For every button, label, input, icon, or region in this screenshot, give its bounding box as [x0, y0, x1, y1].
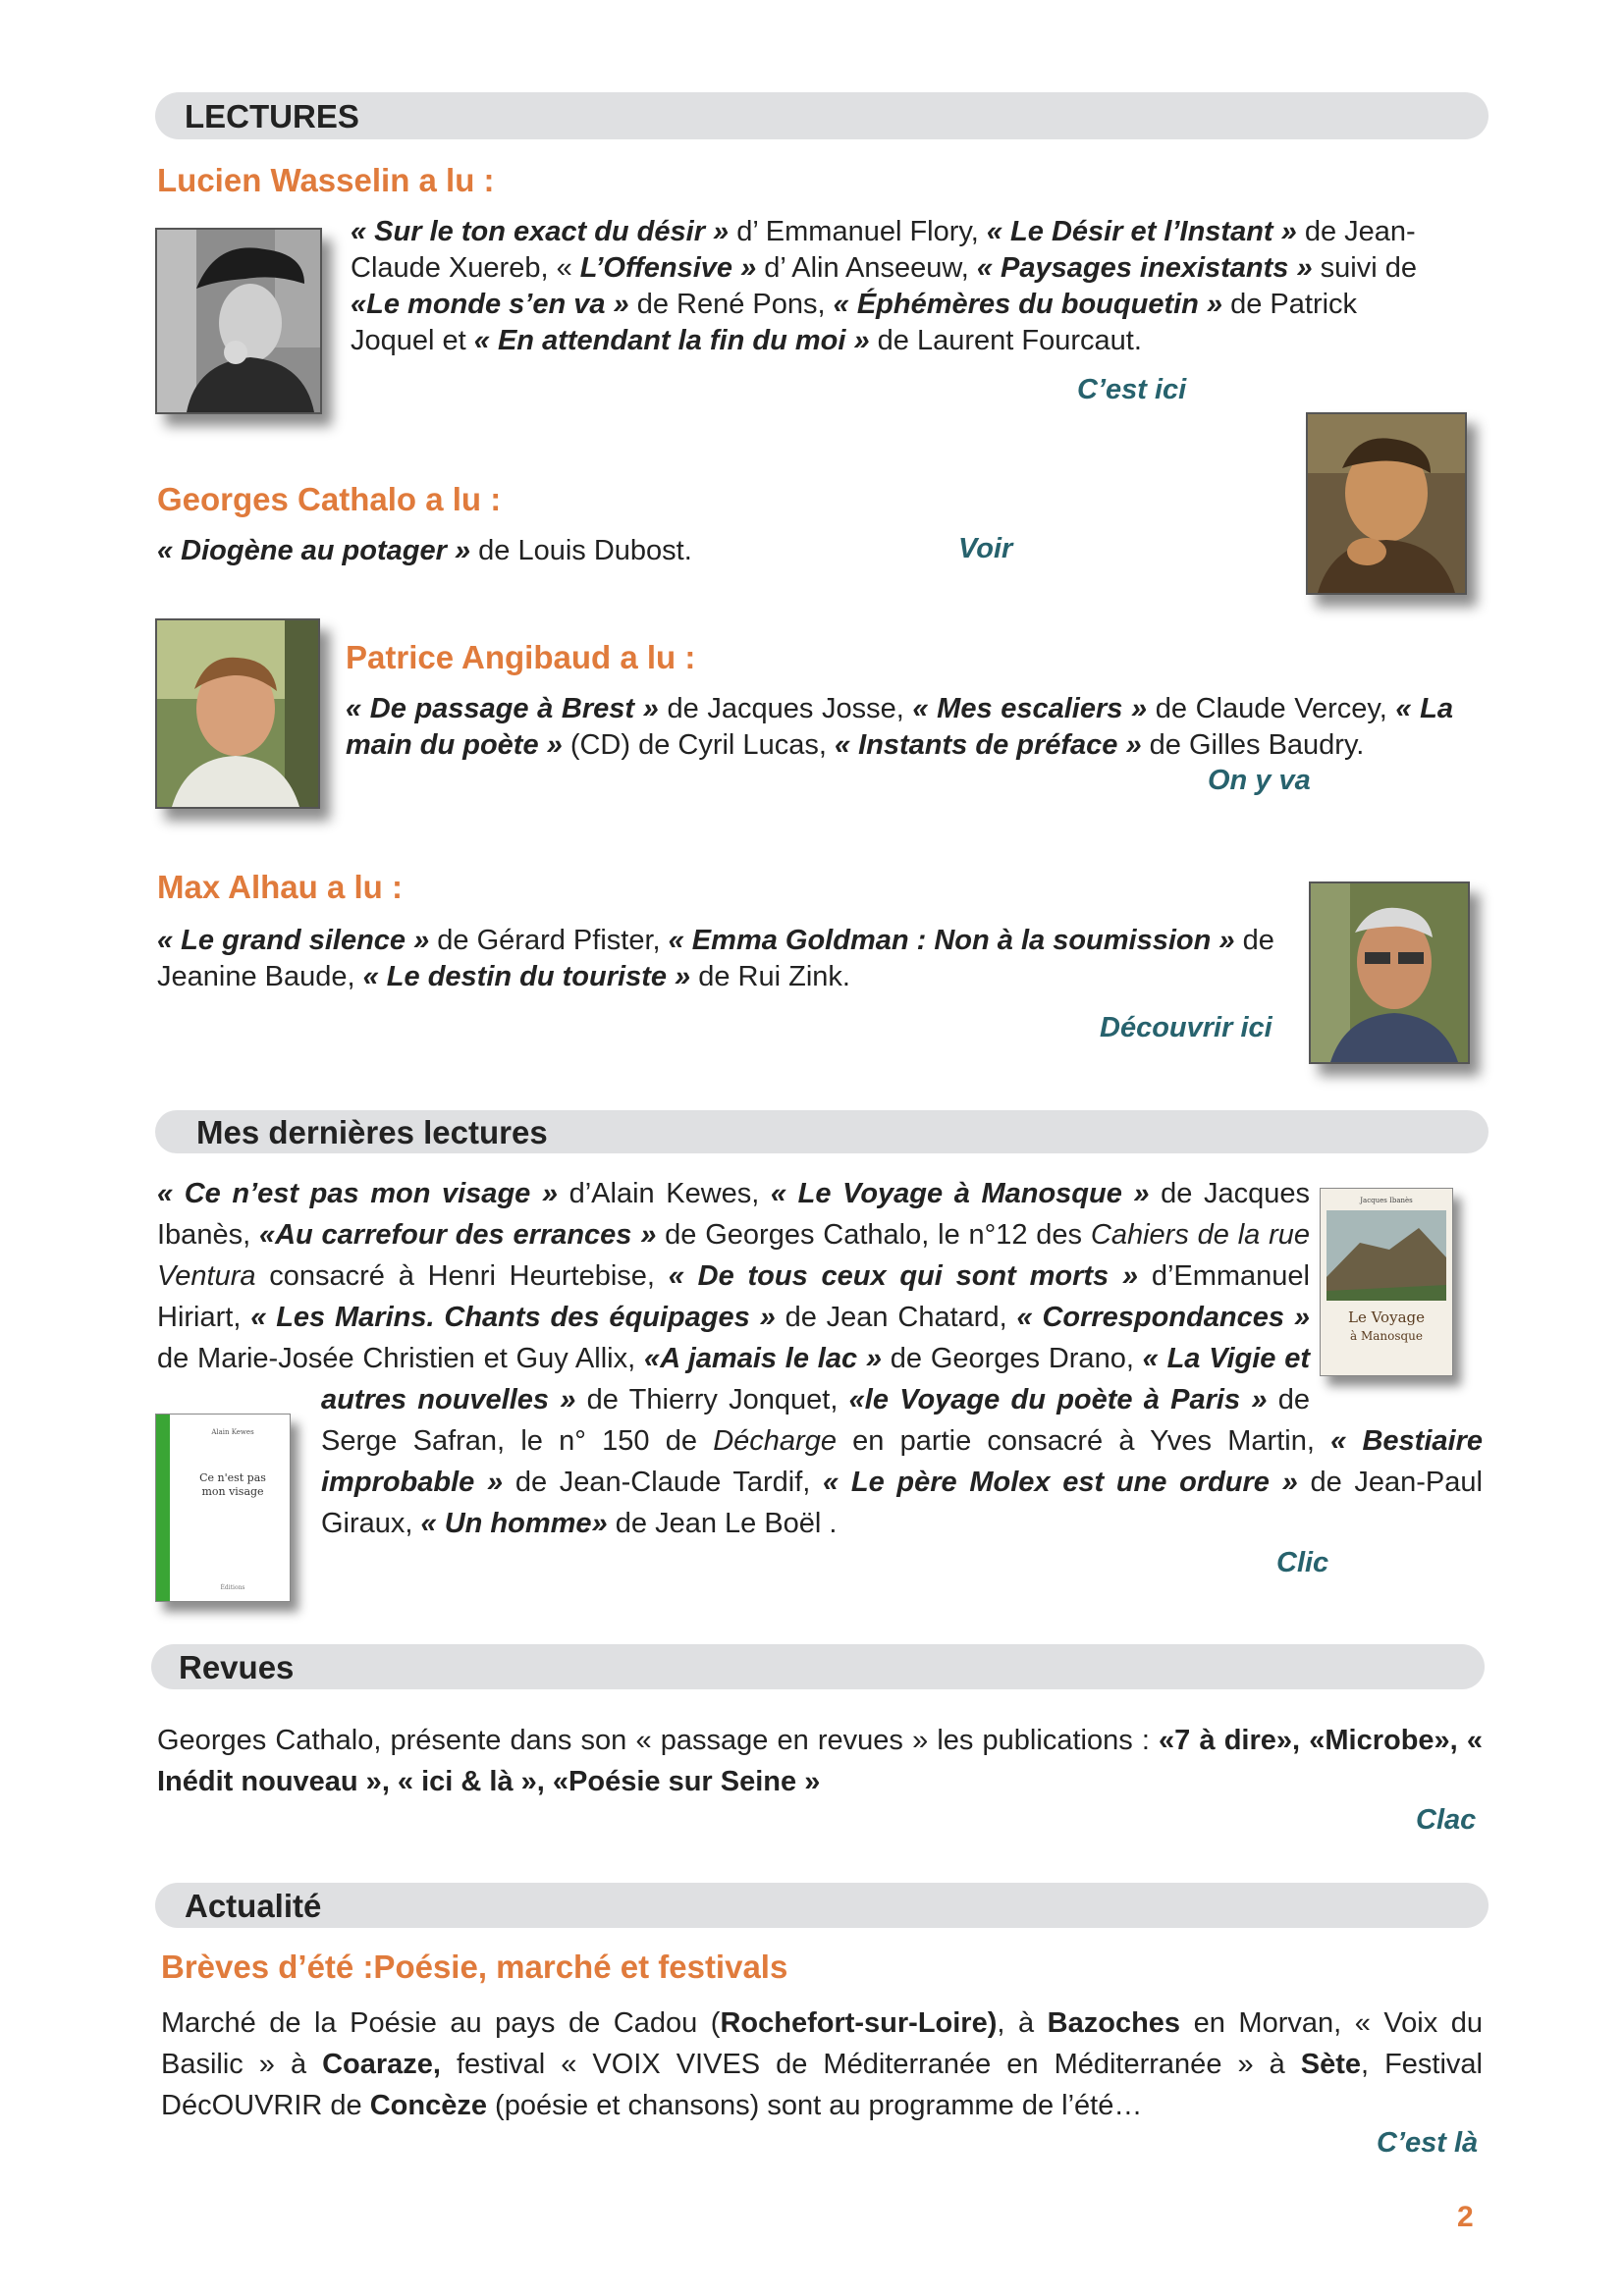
- link-cest-la[interactable]: C’est là: [1377, 2127, 1479, 2159]
- text-run: « La Vigie et autres nouvelles »: [321, 1343, 1311, 1415]
- section-bar-lectures: [155, 92, 1489, 139]
- photo-lucien-wasselin: [155, 228, 322, 414]
- text-run: de René Pons,: [628, 289, 834, 320]
- text-run: de Jean-Paul Giraux,: [321, 1467, 1483, 1539]
- text-run: , à: [997, 2007, 1048, 2039]
- text-run: de Claude Vercey,: [1147, 693, 1396, 724]
- link-voir[interactable]: Voir: [958, 533, 1013, 564]
- text-run: consacré à Henri Heurtebise,: [255, 1260, 669, 1292]
- text-wasselin: [351, 214, 1440, 359]
- text-run: Cahiers de la rue Ventura: [157, 1219, 1311, 1292]
- text-run: L’Offensive »: [579, 252, 757, 284]
- text-run: d’Emmanuel Hiriart,: [157, 1260, 1310, 1333]
- text-run: « Le destin du touriste »: [362, 961, 691, 992]
- heading-cathalo: Georges Cathalo a lu :: [157, 481, 502, 517]
- text-run: d’ Alin Anseeuw,: [756, 252, 977, 284]
- photo-patrice-angibaud: [155, 618, 320, 809]
- text-run: Coaraze,: [322, 2049, 441, 2080]
- text-run: « De tous ceux qui sont morts »: [668, 1260, 1139, 1292]
- text-run: Bazoches: [1047, 2007, 1181, 2039]
- text-run: (CD) de Cyril Lucas,: [562, 729, 835, 761]
- link-clac[interactable]: Clac: [1416, 1804, 1477, 1836]
- text-run: d’Alain Kewes,: [558, 1178, 771, 1209]
- text-run: de Thierry Jonquet,: [575, 1384, 849, 1415]
- text-run: « Instants de préface »: [834, 729, 1142, 761]
- section-title-revues: Revues: [179, 1649, 295, 1685]
- book2-author: Alain Kewes: [211, 1428, 254, 1436]
- text-cathalo: [157, 533, 1041, 569]
- text-run: « Un homme»: [420, 1508, 608, 1539]
- text-run: «Le monde s’en va »: [351, 289, 629, 320]
- heading-angibaud: Patrice Angibaud a lu :: [346, 639, 696, 675]
- text-run: de Laurent Fourcaut.: [869, 325, 1142, 356]
- text-run: « Paysages inexistants »: [976, 252, 1313, 284]
- text-run: « Le Voyage à Manosque »: [770, 1178, 1150, 1209]
- text-run: festival « VOIX VIVES de Méditerranée en Méditerranée » à: [440, 2049, 1301, 2080]
- text-run: d’ Emmanuel Flory,: [729, 216, 987, 247]
- book2-title-line2: mon visage: [201, 1485, 264, 1498]
- text-run: « Le Désir et l’Instant »: [986, 216, 1297, 247]
- text-run: « Correspondances »: [1016, 1302, 1310, 1333]
- book1-author: Jacques Ibanès: [1360, 1197, 1413, 1204]
- text-run: « Diogène au potager »: [157, 535, 471, 566]
- text-run: suivi de: [1312, 252, 1418, 284]
- text-run: Marché de la Poésie au pays de Cadou (: [161, 2007, 721, 2039]
- text-run: «A jamais le lac »: [643, 1343, 882, 1374]
- text-run: de Georges Drano,: [882, 1343, 1143, 1374]
- text-run: « Mes escaliers »: [912, 693, 1148, 724]
- book1-title-line2: à Manosque: [1349, 1329, 1424, 1343]
- text-run: « En attendant la fin du moi »: [473, 325, 870, 356]
- text-run: « Les Marins. Chants des équipages »: [250, 1302, 776, 1333]
- text-run: « Éphémères du bouquetin »: [833, 289, 1223, 320]
- text-run: en Morvan, « Voix du Basilic » à: [161, 2007, 1483, 2080]
- section-bar-dernieres: [155, 1110, 1489, 1153]
- text-run: « Bestiaire improbable »: [321, 1425, 1483, 1498]
- photo-max-alhau: [1309, 881, 1470, 1064]
- text-run: Georges Cathalo, présente dans son « passage en revues » les publications :: [157, 1725, 1160, 1756]
- text-run: de Rui Zink.: [690, 961, 850, 992]
- text-run: de Jean-Claude Xuereb, «: [351, 216, 1416, 284]
- text-run: « Le grand silence »: [157, 925, 430, 956]
- text-run: Sète: [1300, 2049, 1361, 2080]
- link-clic[interactable]: Clic: [1276, 1547, 1329, 1578]
- text-run: « Ce n’est pas mon visage »: [157, 1178, 558, 1209]
- heading-alhau: Max Alhau a lu :: [157, 869, 403, 905]
- book2-publisher: Éditions: [220, 1584, 245, 1591]
- text-actualite: [161, 2002, 1483, 2126]
- text-run: de Patrick Joquel et: [351, 289, 1358, 356]
- text-run: de Jacques Ibanès,: [157, 1178, 1311, 1251]
- section-bar-revues: [151, 1644, 1485, 1689]
- section-title-dernieres: Mes dernières lectures: [196, 1114, 548, 1150]
- text-run: de Georges Cathalo, le n°12 des: [656, 1219, 1091, 1251]
- text-run: de Jacques Josse,: [658, 693, 913, 724]
- text-run: de Jean Chatard,: [775, 1302, 1017, 1333]
- text-run: en partie consacré à Yves Martin,: [836, 1425, 1331, 1457]
- photo-georges-cathalo: [1306, 412, 1467, 595]
- text-run: , Festival DécOUVRIR de: [161, 2049, 1483, 2121]
- heading-breves: Brèves d’été :Poésie, marché et festivals: [161, 1949, 788, 1985]
- text-run: (poésie et chansons) sont au programme de l’été…: [487, 2090, 1143, 2121]
- section-title-lectures: LECTURES: [185, 98, 359, 134]
- page-number: 2: [1457, 2201, 1474, 2233]
- text-run: «le Voyage du poète à Paris »: [848, 1384, 1268, 1415]
- book2-title-line1: Ce n'est pas: [199, 1471, 266, 1484]
- text-run: de Jean Le Boël .: [607, 1508, 838, 1539]
- text-run: de Louis Dubost.: [470, 535, 692, 566]
- book1-title-line1: Le Voyage: [1348, 1308, 1425, 1326]
- text-run: de Jeanine Baude,: [157, 925, 1274, 992]
- text-dernieres-lectures: [157, 1173, 1483, 1581]
- text-run: de Serge Safran, le n° 150 de: [321, 1384, 1310, 1457]
- text-run: «7 à dire», «Microbe», « Inédit nouveau », « ici & là », «Poésie sur Seine »: [157, 1725, 1483, 1797]
- text-run: de Jean-Claude Tardif,: [503, 1467, 824, 1498]
- text-run: Concèze: [369, 2090, 487, 2121]
- text-run: « De passage à Brest »: [346, 693, 659, 724]
- text-revues: [157, 1720, 1483, 1802]
- link-cest-ici[interactable]: C’est ici: [1077, 374, 1187, 405]
- text-run: de Marie-Josée Christien et Guy Allix,: [157, 1343, 644, 1374]
- text-run: « Le père Molex est une ordure »: [823, 1467, 1298, 1498]
- section-bar-actualite: [155, 1883, 1489, 1928]
- text-run: de Gilles Baudry.: [1141, 729, 1365, 761]
- section-title-actualite: Actualité: [185, 1888, 322, 1924]
- text-run: de Gérard Pfister,: [429, 925, 669, 956]
- link-decouvrir-ici[interactable]: Découvrir ici: [1100, 1012, 1272, 1043]
- link-on-y-va[interactable]: On y va: [1208, 765, 1311, 796]
- heading-wasselin: Lucien Wasselin a lu :: [157, 162, 495, 198]
- text-run: « La main du poète »: [346, 693, 1453, 761]
- text-run: Rochefort-sur-Loire): [720, 2007, 998, 2039]
- text-run: Décharge: [713, 1425, 837, 1457]
- text-run: «Au carrefour des errances »: [258, 1219, 657, 1251]
- text-run: « Sur le ton exact du désir »: [351, 216, 730, 247]
- text-run: « Emma Goldman : Non à la soumission »: [668, 925, 1235, 956]
- text-angibaud: [346, 691, 1453, 764]
- text-alhau: [157, 923, 1286, 995]
